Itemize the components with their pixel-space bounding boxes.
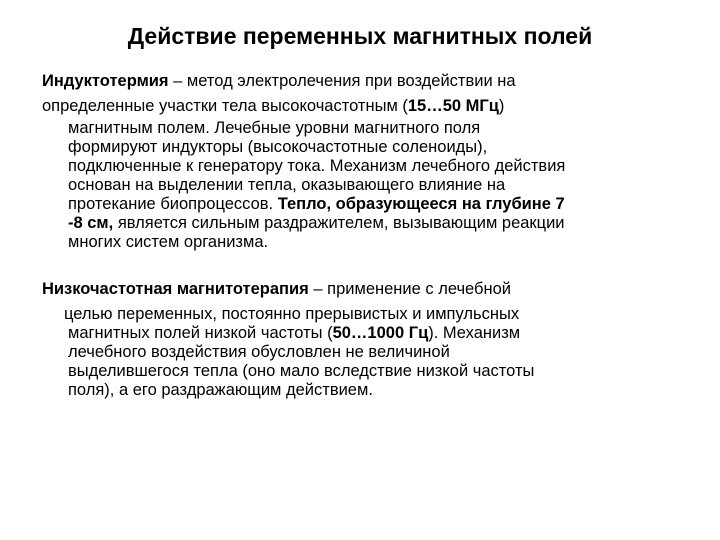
text-line [68, 343, 450, 362]
text-span: ) [498, 97, 505, 115]
text-span: – применение с лечебной [308, 280, 512, 298]
text-span: поля), а его раздражающим действием. [68, 381, 373, 399]
text-line [68, 157, 565, 176]
slide-title: Действие переменных магнитных полей [127, 23, 593, 49]
bold-text: Низкочастотная магнитотерапия [42, 280, 309, 298]
bold-text: Тепло, образующееся на глубине 7 [277, 195, 565, 213]
bold-text: Индуктотермия [42, 72, 169, 90]
text-line [68, 233, 268, 252]
text-span: магнитным полем. Лечебные уровни магнитного поля [68, 119, 481, 137]
bold-text: -8 см, [68, 214, 114, 232]
text-span: многих систем организма. [68, 233, 269, 251]
text-span: протекание биопроцессов. [68, 195, 278, 213]
text-line [68, 119, 480, 138]
text-span: является сильным раздражителем, вызывающим реакции [113, 214, 565, 232]
text-span: – метод электролечения при воздействии на [168, 72, 516, 90]
text-span: магнитных полей низкой частоты ( [68, 324, 333, 342]
text-span: основан на выделении тепла, оказывающего влияние на [68, 176, 506, 194]
text-line [68, 138, 487, 157]
text-line [68, 176, 505, 195]
text-span: определенные участки тела высокочастотным ( [42, 97, 408, 115]
text-span: ). Механизм [428, 324, 521, 342]
text-span: целью переменных, постоянно прерывистых и импульсных [64, 305, 520, 323]
text-line [68, 381, 373, 400]
bold-text: 15…50 МГц [407, 97, 499, 115]
text-line [42, 97, 504, 116]
text-line [68, 324, 520, 343]
text-span: выделившегося тепла (оно мало вследствие низкой частоты [68, 362, 535, 380]
text-span: подключенные к генератору тока. Механизм лечебного действия [68, 157, 566, 175]
text-line [64, 305, 519, 324]
text-span: формируют индукторы (высокочастотные соленоиды), [68, 138, 488, 156]
text-line [42, 72, 516, 91]
text-line [42, 280, 511, 299]
bold-text: 50…1000 Гц [332, 324, 429, 342]
text-line [68, 214, 565, 233]
text-line [68, 195, 565, 214]
text-span: лечебного воздействия обусловлен не величиной [68, 343, 450, 361]
text-line [68, 362, 534, 381]
